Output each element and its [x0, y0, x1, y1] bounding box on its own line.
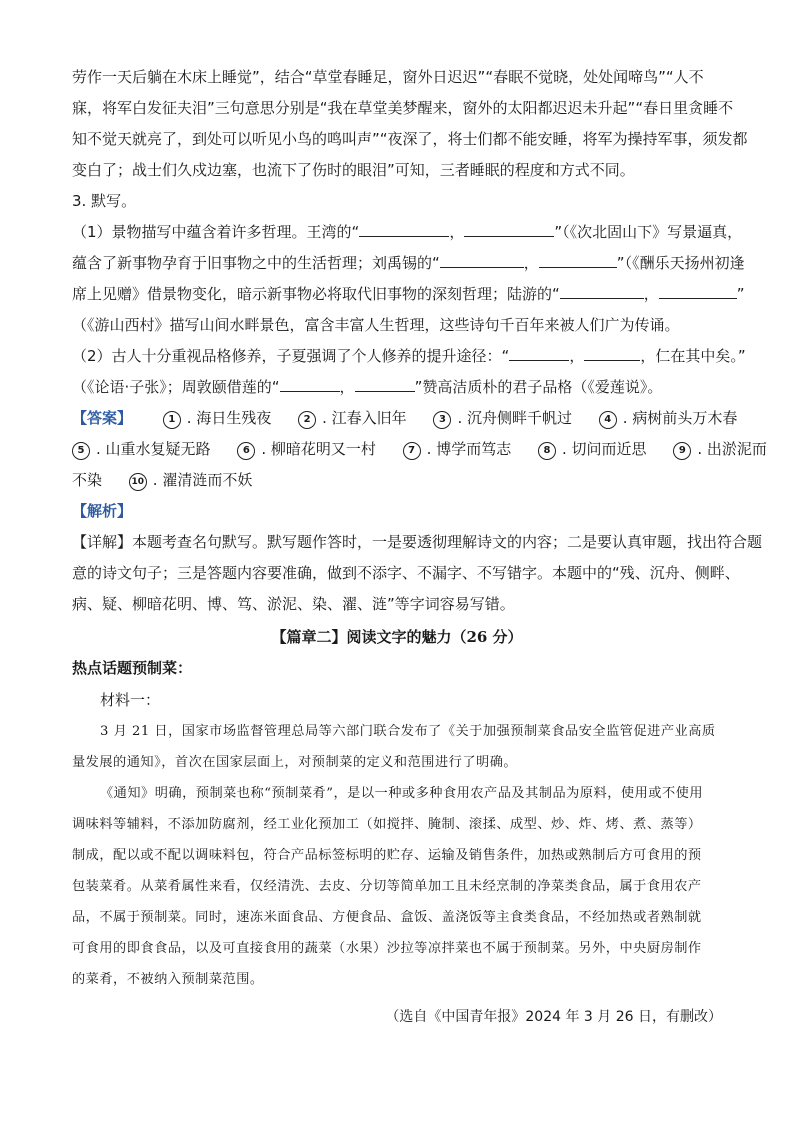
detail-line: 病、疑、柳暗花明、博、笃、淤泥、染、濯、涟”等字词容易写错。: [72, 595, 515, 613]
question-3-part-2: [72, 341, 746, 403]
blank-1: [359, 218, 449, 237]
answer-item: 2 . 江春入旧年: [298, 409, 407, 427]
q3-p1-text-a: （1）景物描写中蕴含着许多哲理。王湾的“: [72, 223, 360, 241]
q3-p1-line-1: [72, 217, 743, 248]
answer-item: 9 . 出淤泥而: [673, 440, 767, 458]
detail-tag: 【详解】: [72, 533, 133, 551]
detail-line: 【详解】本题考查名句默写。默写题作答时，一是要透彻理解诗文的内容；二是要认真审题，找出符合题: [72, 533, 763, 551]
comma: ，: [523, 254, 539, 272]
q3-p2-line-2: [72, 372, 722, 403]
material-line: 量发展的通知》，首次在国家层面上，对预制菜的定义和范围进行了明确。: [72, 755, 518, 770]
q3-p1-line-4: （《游山西村》描写山间水畔景色，富含丰富人生哲理，这些诗句千百年来被人们广为传诵。: [72, 316, 680, 334]
answer-line-1: [72, 403, 738, 434]
analysis-tag: 【解析】: [72, 502, 133, 520]
q3-p2-text-d: ”赞高洁质朴的君子品格（《爱莲说》。: [414, 378, 663, 396]
material-line: 调味料等辅料，不添加防腐剂，经工业化预加工（如搅拌、腌制、滚揉、成型、炒、炸、烤、煮、蒸等）: [72, 817, 702, 832]
blank-3: [440, 249, 524, 268]
comma: ，: [339, 378, 355, 396]
q3-p2-line-1: [72, 341, 746, 372]
blank-4: [539, 249, 617, 268]
material-line: 品，不属于预制菜。同时，速冻米面食品、方便食品、盒饭、盖浇饭等主食类食品，不经加热或者熟制就: [72, 910, 702, 925]
blank-10: [355, 373, 415, 392]
comma: ，: [643, 285, 659, 303]
answer-item: 7 . 博学而笃志: [403, 440, 512, 458]
material-line: 的菜肴，不被纳入预制菜范围。: [72, 972, 264, 987]
answer-item: 1 . 海日生残夜: [163, 409, 272, 427]
q3-p1-text-d: ”（《酬乐天扬州初逢: [616, 254, 745, 272]
material-line: 包装菜肴。从菜肴属性来看，仅经清洗、去皮、分切等简单加工且未经烹制的净菜类食品，属于食用农产: [72, 879, 702, 894]
answer-line-2: [72, 434, 767, 465]
q3-p2-text-c: （《论语·子张》；周敦颐借莲的“: [72, 378, 280, 396]
material-line: 可食用的即食食品，以及可直接食用的蔬菜（水果）沙拉等凉拌菜也不属于预制菜。另外，中央厨房制作: [72, 941, 702, 956]
blank-6: [659, 280, 737, 299]
detail-paragraph: [72, 527, 763, 620]
question-3-part-1: [72, 217, 745, 341]
q3-p2-text-a: （2）古人十分重视品格修养，子夏强调了个人修养的提升途径：“: [72, 347, 510, 365]
comma: ，: [569, 347, 585, 365]
detail-line: 意的诗文句子；三是答题内容要准确，做到不添字、不漏字、不写错字。本题中的“残、沉舟、侧畔、: [72, 564, 740, 582]
hot-topic-heading: 热点话题预制菜：: [72, 659, 193, 677]
blank-5: [560, 280, 644, 299]
document-page: [72, 62, 767, 1033]
material-line: 《通知》明确，预制菜也称“预制菜肴”，是以一种或多种食用农产品及其制品为原料，使用或不使用: [100, 786, 704, 801]
blank-7: [509, 342, 569, 361]
comma: ，: [449, 223, 465, 241]
intro-line: 劳作一天后躺在木床上睡觉”，结合“草堂春睡足，窗外日迟迟”“春眠不觉晓，处处闻啼鸟”“人不: [72, 68, 704, 86]
answer-number: 1: [163, 411, 181, 429]
answer-item: 3 . 沉舟侧畔千帆过: [433, 409, 572, 427]
source-citation: （选自《中国青年报》2024 年 3 月 26 日，有删改）: [385, 1009, 722, 1025]
intro-line: 寐，将军白发征夫泪”三句意思分别是“我在草堂美梦醒来，窗外的太阳都迟迟未升起”“春日里贪睡不: [72, 99, 734, 117]
intro-line: 知不觉天就亮了，到处可以听见小鸟的鸣叫声”“夜深了，将士们都不能安睡，将军为操持军事，须发都: [72, 130, 748, 148]
answer-item: 6 . 柳暗花明又一村: [237, 440, 376, 458]
intro-line: 变白了；战士们久戍边塞，也流下了伤时的眼泪”可知，三者睡眠的程度和方式不同。: [72, 161, 635, 179]
q3-p1-text-c: 蕴含了新事物孕育于旧事物之中的生活哲理；刘禹锡的“: [72, 254, 440, 272]
answer-number: 9: [673, 442, 691, 460]
answer-number: 3: [433, 411, 451, 429]
blank-9: [280, 373, 340, 392]
material-line: 制成，配以或不配以调味料包，符合产品标签标明的贮存、运输及销售条件，加热或熟制后方可食用的预: [72, 848, 702, 863]
q3-p1-line-3: [72, 279, 745, 310]
question-3-title: 3. 默写。: [72, 192, 137, 210]
answer-number: 2: [298, 411, 316, 429]
answer-number: 6: [237, 442, 255, 460]
answer-number: 7: [403, 442, 421, 460]
answer-item: 10 . 濯清涟而不妖: [129, 471, 253, 489]
answer-number: 5: [72, 442, 90, 460]
intro-paragraph: [72, 62, 748, 186]
material-text: [72, 716, 722, 995]
q3-p1-text-b: ”（《次北固山下》写景逼真，: [554, 223, 743, 241]
q3-p1-line-2: [72, 248, 745, 279]
answer-item: 5 . 山重水复疑无路: [72, 440, 211, 458]
q3-p2-text-b: ，仁在其中矣。”: [640, 347, 746, 365]
answer-number: 4: [599, 411, 617, 429]
blank-8: [584, 342, 640, 361]
answer-number: 8: [538, 442, 556, 460]
material-label: 材料一：: [100, 691, 161, 709]
section-title: 【篇章二】阅读文字的魅力（26 分）: [271, 628, 523, 646]
answer-item: 4 . 病树前头万木春: [599, 409, 738, 427]
answer-tag: 【答案】: [72, 409, 133, 427]
q3-p1-text-f: ”: [736, 285, 745, 303]
q3-p1-text-e: 席上见赠》借景物变化，暗示新事物必将取代旧事物的深刻哲理；陆游的“: [72, 285, 560, 303]
answer-number: 10: [129, 473, 147, 491]
material-line: 3 月 21 日，国家市场监督管理总局等六部门联合发布了《关于加强预制菜食品安全监管促进产业高质: [100, 724, 716, 739]
answer-item: 8 . 切问而近思: [538, 440, 647, 458]
answer-line-3: [72, 465, 722, 496]
blank-2: [464, 218, 554, 237]
answer-block: [72, 403, 767, 496]
answer-continuation: 不染: [72, 471, 103, 489]
